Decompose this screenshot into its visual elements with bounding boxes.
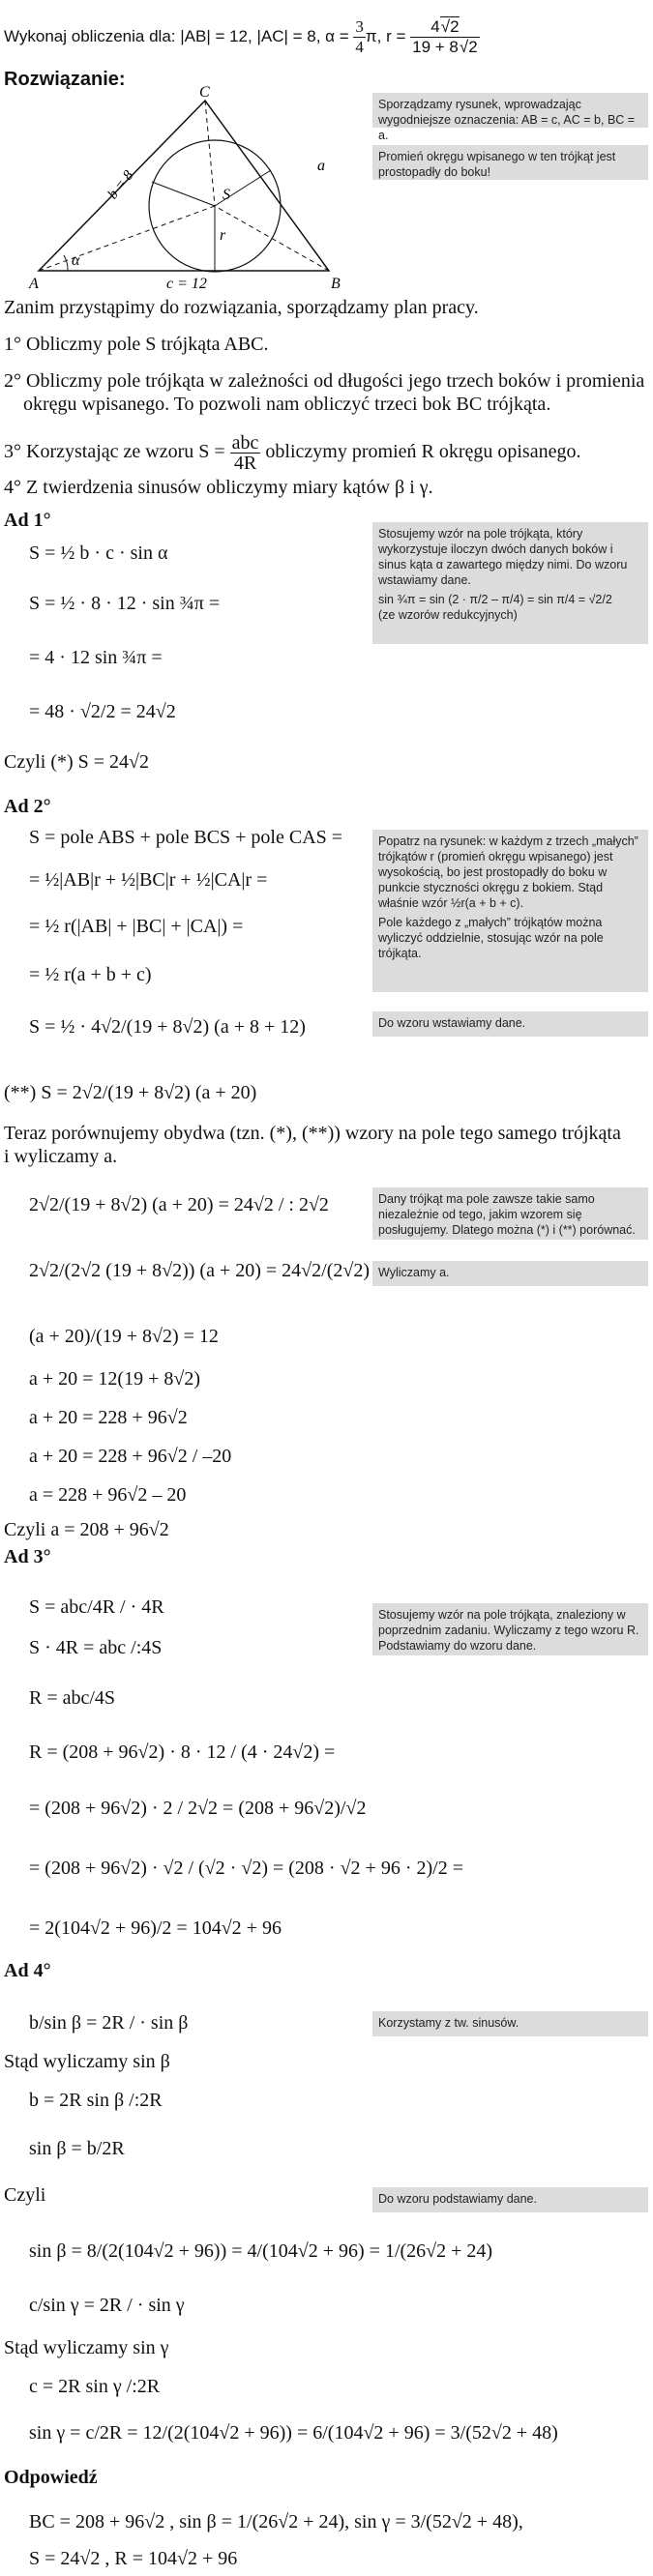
ad1-l3: = 4 · 12 sin ¾π = [29, 647, 163, 668]
ad4-l4: sin β = b/2R [29, 2138, 125, 2159]
note-4-text-b: Pole każdego z „małych” trójkątów można wyliczyć oddzielnie, stosując wzór na pole trójkąta. [378, 916, 604, 960]
ad2-l7: Teraz porównujemy obydwa (tzn. (*), (**)) wzory na pole tego samego trójkąta [4, 1123, 621, 1144]
label-r: r [220, 227, 226, 244]
ad2-l9: 2√2/(19 + 8√2) (a + 20) = 24√2 / : 2√2 [29, 1194, 329, 1215]
note-4 [372, 830, 648, 992]
ad3-heading: Ad 3° [4, 1546, 51, 1567]
answer-l2: S = 24√2 , R = 104√2 + 96 [29, 2548, 238, 2569]
ad1-l1: S = ½ b · c · sin α [29, 542, 168, 564]
label-B: B [331, 276, 341, 292]
triangle-figure [0, 85, 368, 293]
ad4-heading: Ad 4° [4, 1960, 51, 1981]
ad2-l5: S = ½ · 4√2/(19 + 8√2) (a + 8 + 12) [29, 1016, 306, 1038]
note-9: Korzystamy z tw. sinusów. [372, 2011, 648, 2036]
ad4-l8: Stąd wyliczamy sin γ [4, 2337, 169, 2358]
ad2-heading: Ad 2° [4, 796, 51, 817]
ad4-l5: Czyli [4, 2184, 46, 2206]
ad4-l2: Stąd wyliczamy sin β [4, 2051, 170, 2072]
ad1-heading: Ad 1° [4, 510, 51, 531]
ad2-l13: a + 20 = 228 + 96√2 [29, 1407, 188, 1428]
ad1-l5: Czyli (*) S = 24√2 [4, 751, 150, 773]
ad4-l1: b/sin β = 2R / · sin β [29, 2012, 189, 2034]
plan-intro: Zanim przystąpimy do rozwiązania, sporządzamy plan pracy. [4, 297, 479, 318]
note-2: Promień okręgu wpisanego w ten trójkąt jest prostopadły do boku! [372, 145, 648, 180]
label-a: a [317, 158, 325, 174]
plan-4: 4° Z twierdzenia sinusów obliczymy miary kątów β i γ. [4, 477, 433, 498]
ad2-l4: = ½ r(a + b + c) [29, 964, 152, 985]
ad2-l3: = ½ r(|AB| + |BC| + |CA|) = [29, 916, 244, 937]
ad2-l16: Czyli a = 208 + 96√2 [4, 1519, 169, 1540]
plan-1: 1° Obliczmy pole S trójkąta ABC. [4, 334, 269, 355]
answer-heading: Odpowiedź [4, 2467, 98, 2488]
ad2-l10: 2√2/(2√2 (19 + 8√2)) (a + 20) = 24√2/(2√2) [29, 1260, 370, 1281]
ad3-l2: S · 4R = abc /:4S [29, 1637, 163, 1658]
ad4-l10: sin γ = c/2R = 12/(2(104√2 + 96)) = 6/(104√2 + 96) = 3/(52√2 + 48) [29, 2422, 558, 2444]
ad3-l1: S = abc/4R / · 4R [29, 1596, 164, 1618]
ad3-l5: = (208 + 96√2) · 2 / 2√2 = (208 + 96√2)/√2 [29, 1798, 367, 1819]
label-S: S [223, 187, 230, 203]
task-prefix: Wykonaj obliczenia dla: |AB| = 12, |AC| = 8, α = [4, 26, 354, 45]
note-8: Stosujemy wzór na pole trójkąta, znaleziony w poprzednim zadaniu. Wyliczamy z tego wzoru R. Podstawiamy do wzoru dane. [372, 1603, 648, 1655]
answer-l1: BC = 208 + 96√2 , sin β = 1/(26√2 + 24), sin γ = 3/(52√2 + 48), [29, 2511, 523, 2532]
ad4-l3: b = 2R sin β /:2R [29, 2090, 163, 2111]
label-A: A [29, 276, 39, 292]
note-6: Dany trójkąt ma pole zawsze takie samo niezależnie od tego, jakim wzorem się posługujemy. Dlatego można (*) i (**) porównać. [372, 1187, 648, 1240]
ad2-l6: (**) S = 2√2/(19 + 8√2) (a + 20) [4, 1082, 257, 1103]
label-C: C [199, 85, 210, 101]
ad1-l4: = 48 · √2/2 = 24√2 [29, 701, 176, 722]
ad2-l2: = ½|AB|r + ½|BC|r + ½|CA|r = [29, 869, 268, 891]
ad2-l1: S = pole ABS + pole BCS + pole CAS = [29, 827, 343, 848]
ad3-l6: = (208 + 96√2) · √2 / (√2 · √2) = (208 · √2 + 96 · 2)/2 = [29, 1858, 463, 1879]
plan-3: 3° Korzystając ze wzoru S = $\frac{\text{abc}}{4R}$ obliczymy promień R okręgu opisanego. [4, 432, 581, 474]
note-3 [372, 522, 648, 644]
ad3-l4: R = (208 + 96√2) · 8 · 12 / (4 · 24√2) = [29, 1742, 336, 1763]
ad4-l9: c = 2R sin γ /:2R [29, 2376, 161, 2397]
note-4-text: Popatrz na rysunek: w każdym z trzech „małych” trójkątów r (promień okręgu wpisanego) jest wysokością, bo jest prostopadły do boku w punkcie styczności okręgu z bokiem. Stąd właśnie wzór ½r(a + b + c). [378, 834, 638, 910]
ad2-l14: a + 20 = 228 + 96√2 / –20 [29, 1446, 232, 1467]
note-3-comment: (ze wzorów redukcyjnych) [378, 608, 518, 622]
ad4-l6: sin β = 8/(2(104√2 + 96)) = 4/(104√2 + 96) = 1/(26√2 + 24) [29, 2240, 493, 2262]
ad2-l11: (a + 20)/(19 + 8√2) = 12 [29, 1326, 219, 1347]
solution-heading: Rozwiązanie: [4, 69, 126, 90]
label-c: c = 12 [166, 276, 207, 292]
note-3-text: Stosujemy wzór na pole trójkąta, który wykorzystuje iloczyn dwóch danych boków i sinus kąta α zawartego między nimi. Do wzoru wstawiamy dane. [378, 527, 628, 587]
note-3-formula: sin ¾π = sin (2 · π/2 – π/4) = sin π/4 = √2/2 [378, 593, 612, 606]
ad2-l8: i wyliczamy a. [4, 1146, 118, 1167]
plan-2b: okręgu wpisanego. To pozwoli nam obliczyć trzeci bok BC trójkąta. [23, 394, 551, 415]
note-1: Sporządzamy rysunek, wprowadzając wygodniejsze oznaczenia: AB = c, AC = b, BC = a. [372, 93, 648, 128]
label-alpha: α [72, 252, 80, 269]
ad2-l12: a + 20 = 12(19 + 8√2) [29, 1368, 201, 1390]
label-b: b = 8 [104, 167, 137, 203]
ad2-l15: a = 228 + 96√2 – 20 [29, 1484, 187, 1506]
ad4-l7: c/sin γ = 2R / · sin γ [29, 2295, 185, 2316]
ad1-l2: S = ½ · 8 · 12 · sin ¾π = [29, 593, 221, 614]
note-7: Wyliczamy a. [372, 1261, 648, 1286]
plan-2a: 2° Obliczmy pole trójkąta w zależności od długości jego trzech boków i promienia [4, 370, 645, 392]
note-10: Do wzoru podstawiamy dane. [372, 2187, 648, 2212]
ad3-l7: = 2(104√2 + 96)/2 = 104√2 + 96 [29, 1917, 282, 1939]
note-5: Do wzoru wstawiamy dane. [372, 1011, 648, 1037]
task-r: r = $\frac{4√2}{19 + 8√2}$ [386, 17, 478, 56]
task-line: Wykonaj obliczenia dla: |AB| = 12, |AC| = 8, α = $\frac{3}{4}$ π, r = $\frac{4√2}{19 + 8√2}$ [4, 17, 478, 56]
ad3-l3: R = abc/4S [29, 1687, 116, 1709]
